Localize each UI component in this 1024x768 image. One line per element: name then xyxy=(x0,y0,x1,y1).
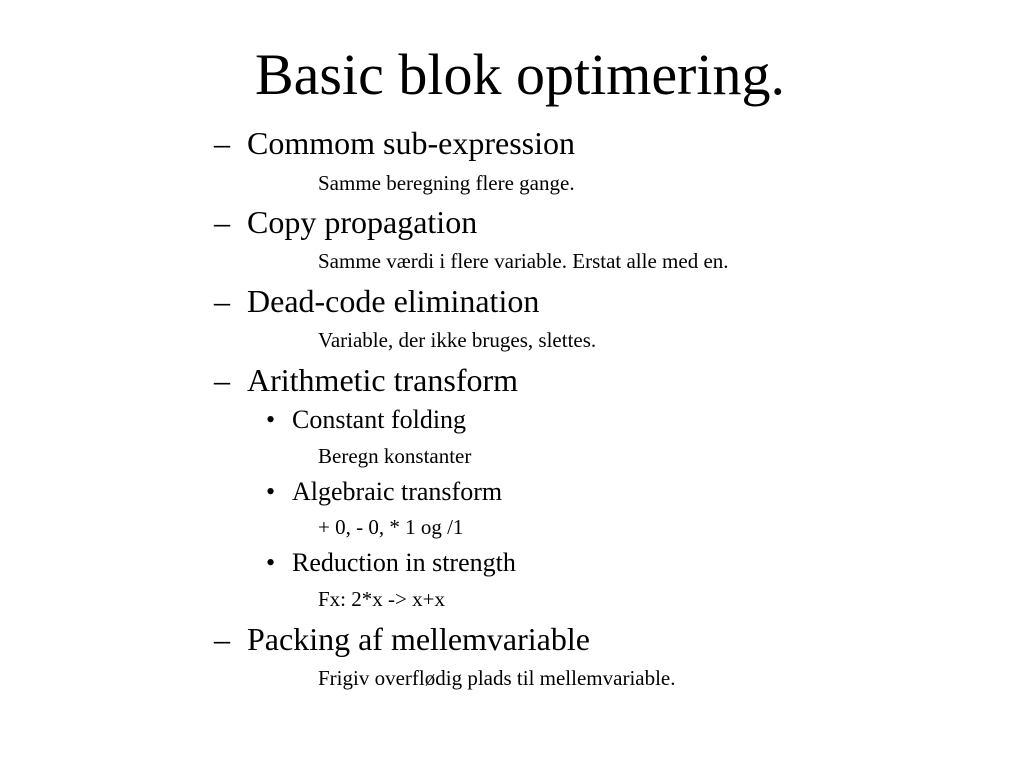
bullet-label: Copy propagation xyxy=(247,204,478,240)
sub-bullet-label: Algebraic transform xyxy=(292,477,503,506)
bullet-note: Samme værdi i flere variable. Erstat alle med en. xyxy=(318,249,729,273)
sub-bullet-label: Constant folding xyxy=(292,405,467,434)
sub-bullet-label: Reduction in strength xyxy=(292,548,516,577)
bullet-note: Samme beregning flere gange. xyxy=(318,171,575,195)
dash-bullet-icon: – xyxy=(214,204,230,240)
bullet-label: Arithmetic transform xyxy=(247,362,519,398)
dash-bullet-icon: – xyxy=(214,362,230,398)
bullet-label: Commom sub-expression xyxy=(247,125,575,161)
dash-bullet-icon: – xyxy=(214,621,230,657)
sub-bullet-note: Fx: 2*x -> x+x xyxy=(318,587,445,611)
dot-bullet-icon: • xyxy=(266,477,276,506)
dash-bullet-icon: – xyxy=(214,283,230,319)
bullet-label: Dead-code elimination xyxy=(247,283,540,319)
dot-bullet-icon: • xyxy=(266,405,276,434)
bullet-note: Variable, der ikke bruges, slettes. xyxy=(318,328,597,352)
dash-bullet-icon: – xyxy=(214,125,230,161)
sub-bullet-note: + 0, - 0, * 1 og /1 xyxy=(318,515,464,539)
bullet-label: Packing af mellemvariable xyxy=(247,621,590,657)
bullet-note: Frigiv overflødig plads til mellemvariable. xyxy=(318,666,676,690)
slide-title: Basic blok optimering. xyxy=(255,42,785,107)
sub-bullet-note: Beregn konstanter xyxy=(318,444,472,468)
dot-bullet-icon: • xyxy=(266,548,276,577)
